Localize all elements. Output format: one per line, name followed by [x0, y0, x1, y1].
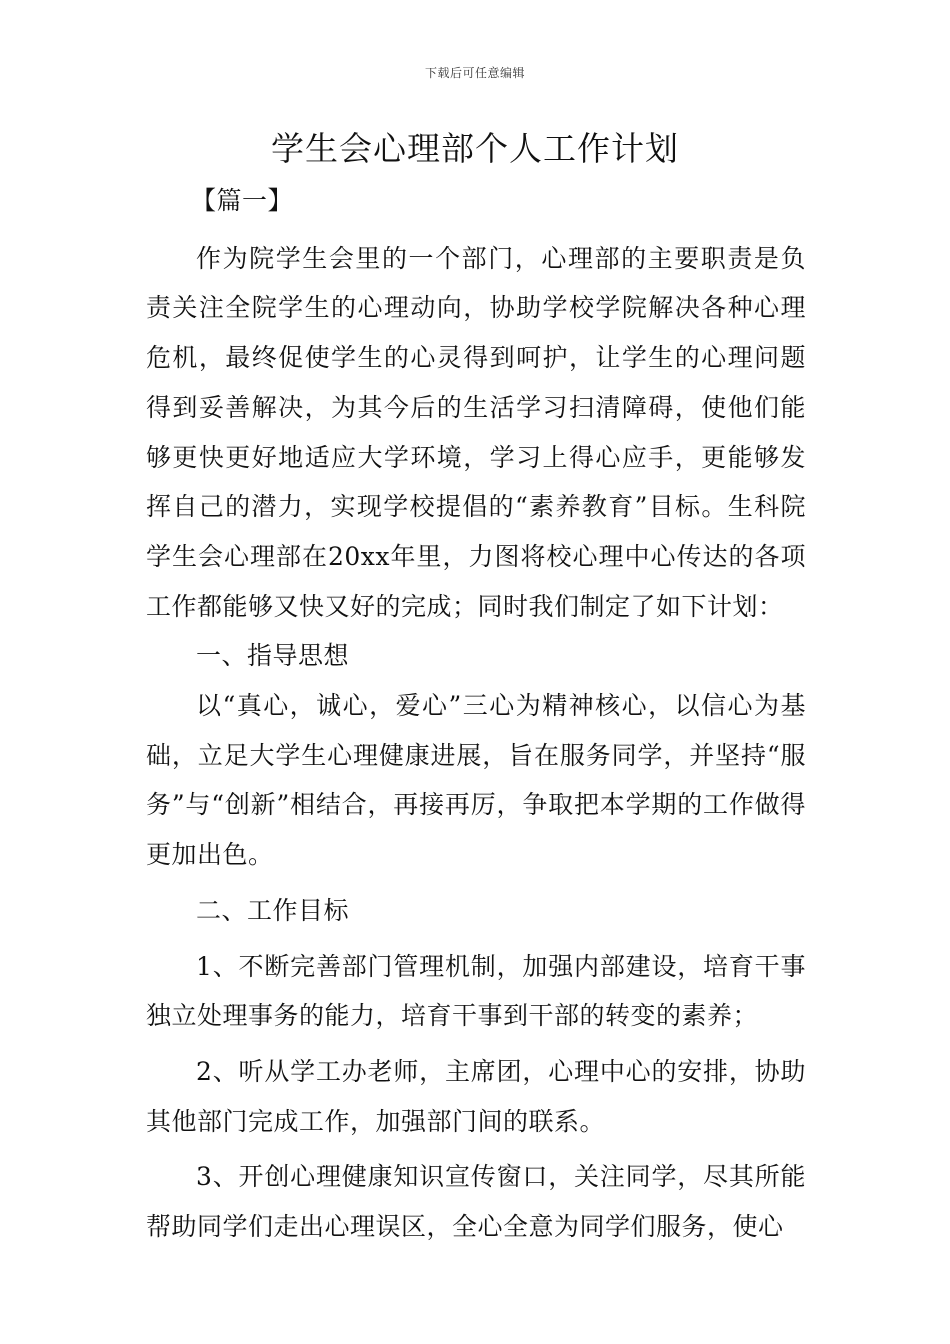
document-title: 学生会心理部个人工作计划 [271, 129, 679, 168]
paragraph-goal-2: 2、听从学工办老师，主席团，心理中心的安排，协助其他部门完成工作，加强部门间的联系。 [146, 1056, 806, 1136]
heading-work-goals: 二、工作目标 [196, 895, 350, 925]
paragraph-goal-1: 1、不断完善部门管理机制，加强内部建设，培育干事独立处理事务的能力，培育干事到干部的转变的素养； [146, 951, 806, 1031]
section-mark: 【篇一】 [191, 186, 294, 215]
paragraph-intro: 作为院学生会里的一个部门，心理部的主要职责是负责关注全院学生的心理动向，协助学校学院解决各种心理危机，最终促使学生的心灵得到呵护，让学生的心理问题得到妥善解决，为其今后的生活学习扫清障碍，使他们能够更快更好地适应大学环境，学习上得心应手，更能够发挥自己的潜力，实现学校提倡的“素养教育”目标。生科院学生会心理部在20xx年里，力图将校心理中心传达的各项工作都能够又快又好的完成；同时我们制定了如下计划： [146, 243, 806, 621]
document-body [146, 176, 806, 1252]
paragraph-goal-3: 3、开创心理健康知识宣传窗口，关注同学，尽其所能帮助同学们走出心理误区，全心全意为同学们服务，使心 [146, 1162, 806, 1242]
paragraph-guiding-thought: 以“真心，诚心，爱心”三心为精神核心，以信心为基础，立足大学生心理健康进展，旨在服务同学，并坚持“服务”与“创新”相结合，再接再厉，争取把本学期的工作做得更加出色。 [146, 691, 806, 870]
heading-guiding-thought: 一、指导思想 [196, 641, 350, 671]
header-note: 下载后可任意编辑 [424, 66, 525, 80]
